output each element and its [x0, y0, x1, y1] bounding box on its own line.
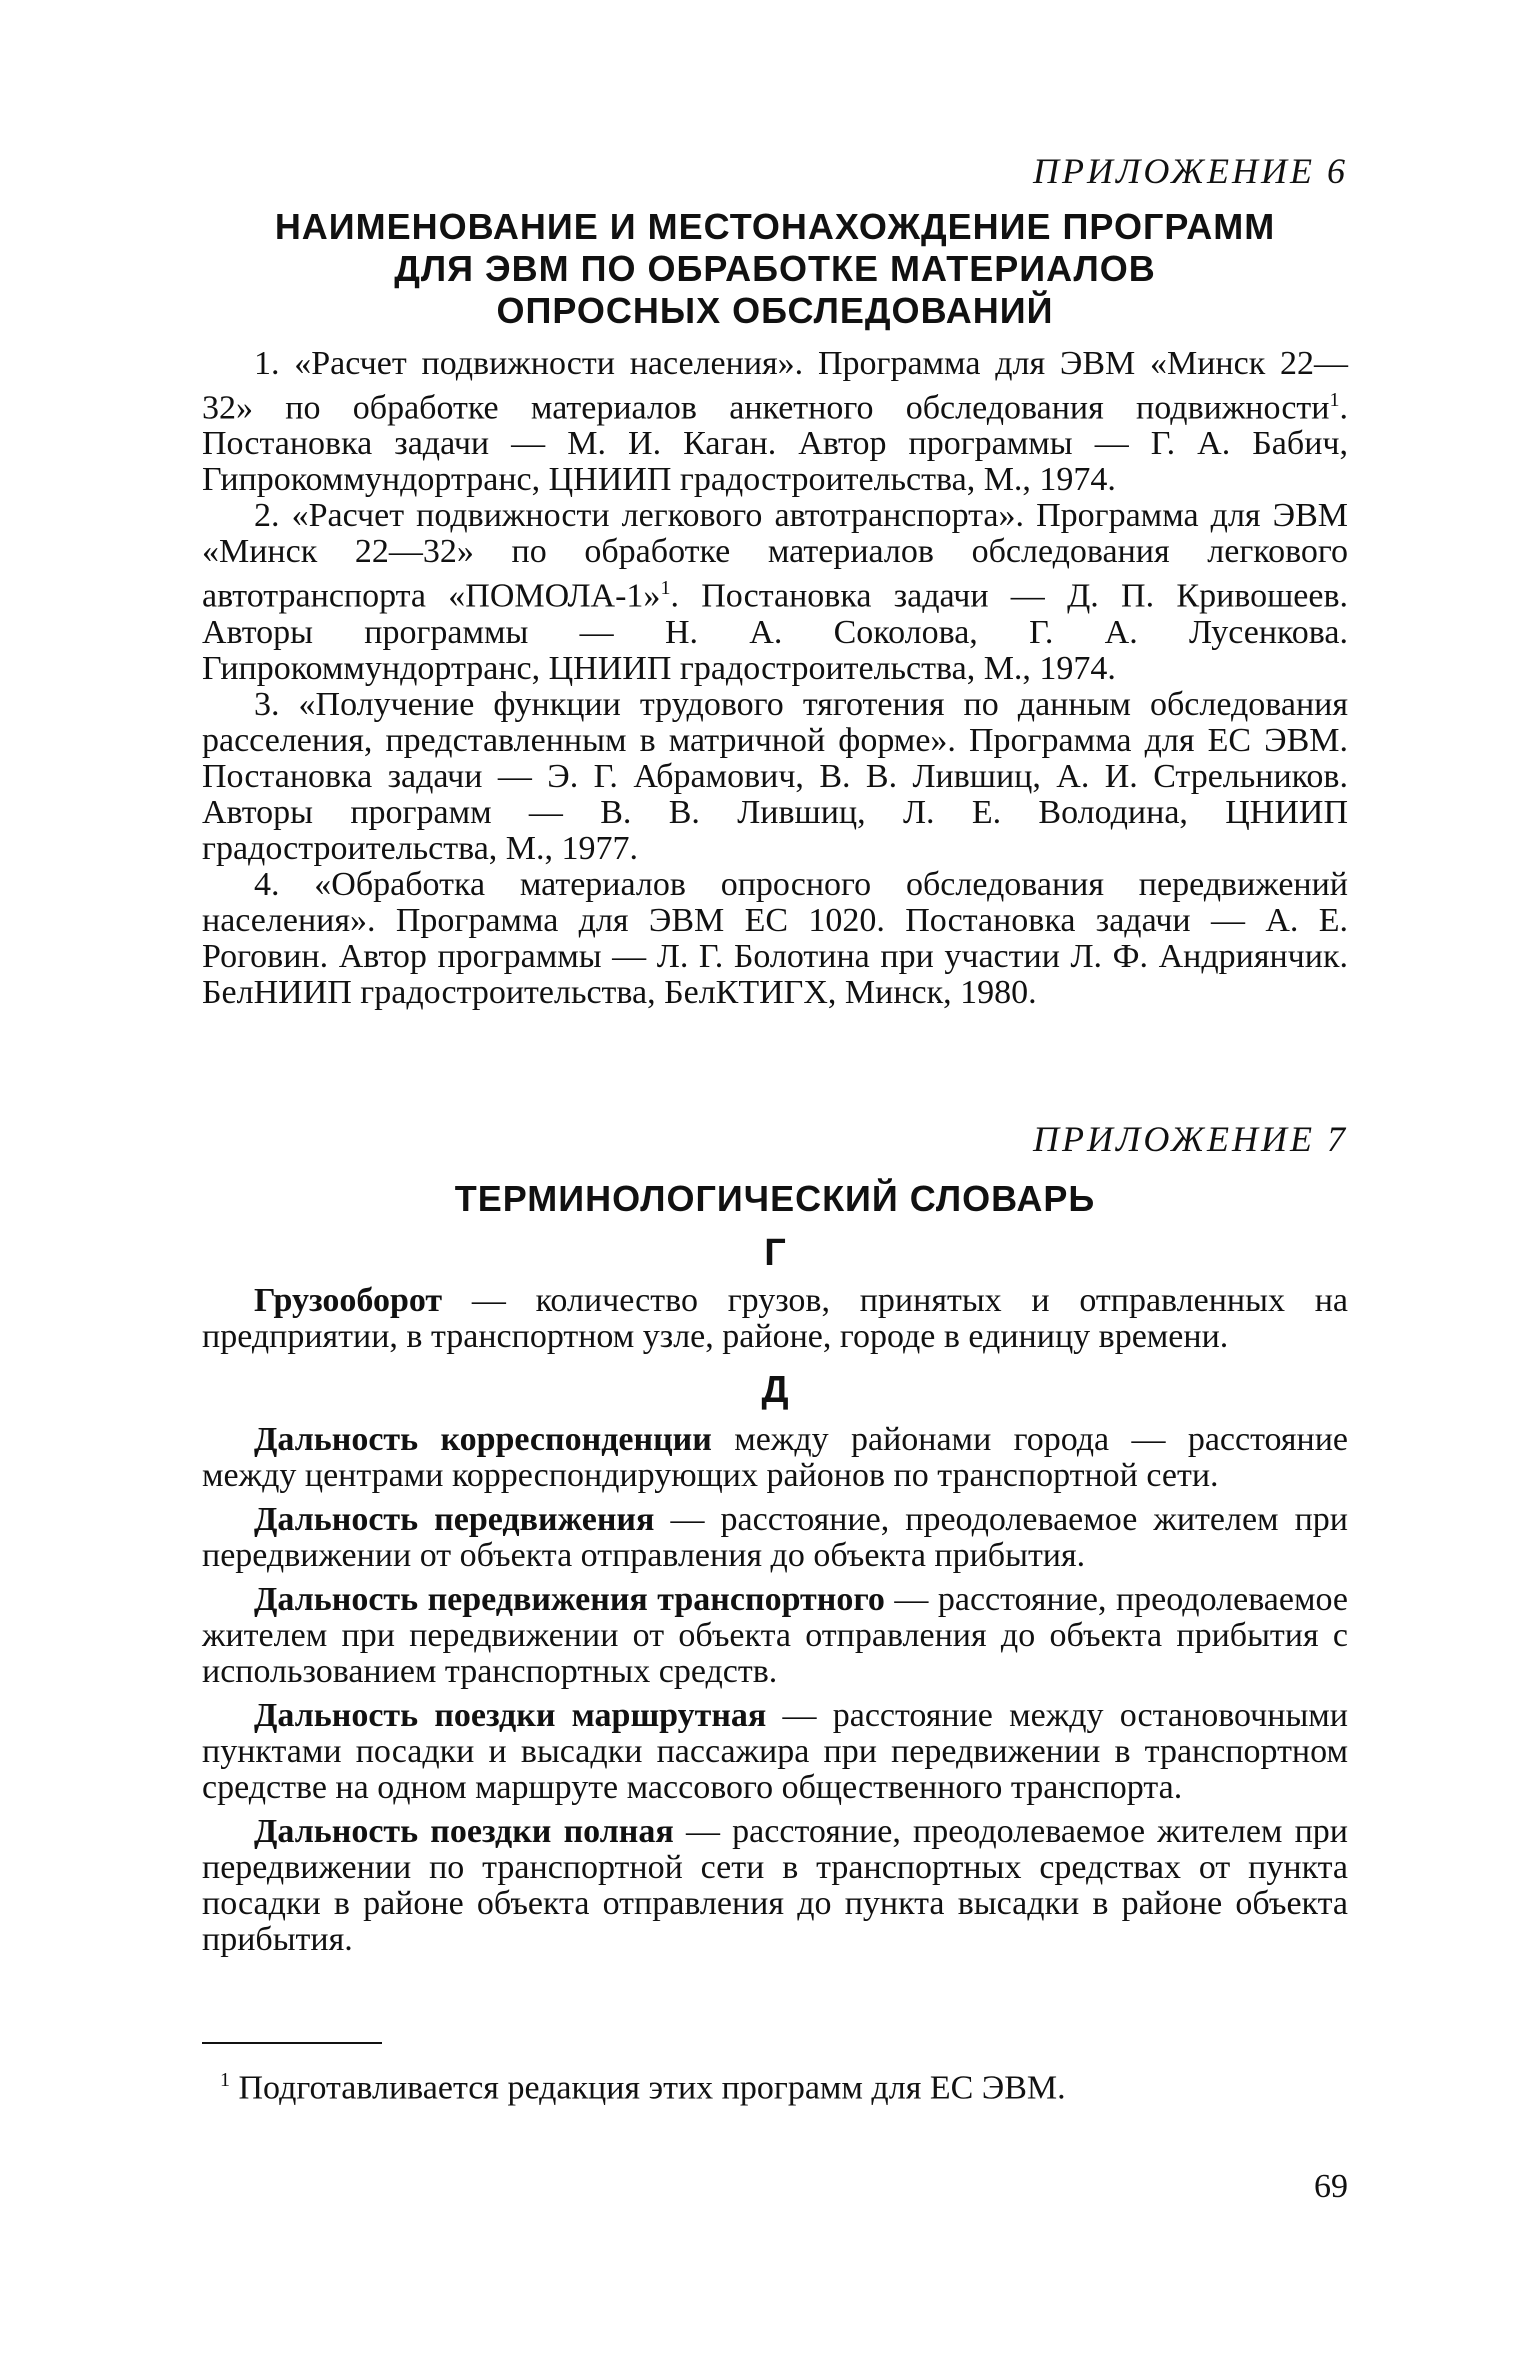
- footnote-mark: 1: [220, 2069, 230, 2091]
- appendix-7-label: ПРИЛОЖЕНИЕ 7: [1033, 1119, 1348, 1159]
- appendix-7-block: [202, 1118, 1348, 1958]
- program-item: [202, 346, 1348, 498]
- glossary-entry: [202, 1422, 1348, 1494]
- item-text: 4. «Обработка материалов опросного обследования передвижений населения». Программа для ЭВМ ЕС 1020. Постановка задачи — А. Е. Роговин. Автор программы — Л. Г. Болотина при участии Л. Ф. Андриянчик. БелНИИП градостроительства, БелКТИГХ, Минск, 1980.: [202, 865, 1348, 1011]
- glossary-definition: между районами города — расстояние между центрами корреспондирующих районов по транспортной сети.: [202, 1421, 1348, 1494]
- glossary-definition: — расстояние, преодолеваемое жителем при передвижении от объекта отправления до объекта прибытия с использованием транспортных средств.: [202, 1581, 1349, 1690]
- glossary-entry: [202, 1814, 1348, 1958]
- glossary-term: Дальность передвижения транспортного: [254, 1581, 885, 1618]
- glossary-list: [202, 1422, 1348, 1958]
- title-line: ДЛЯ ЭВМ ПО ОБРАБОТКЕ МАТЕРИАЛОВ: [394, 248, 1156, 289]
- item-text: 1. «Расчет подвижности населения». Программа для ЭВМ «Минск 22—32» по обработке материалов анкетного обследования подвижности: [202, 345, 1348, 427]
- item-text: 3. «Получение функции трудового тяготения по данным обследования расселения, представленным в матричной форме». Программа для ЕС ЭВМ. Постановка задачи — Э. Г. Абрамович, В. В. Лившиц, А. И. Стрельников. Авторы программ — В. В. Лившиц, Л. Е. Володина, ЦНИИП градостроительства, М., 1977.: [202, 685, 1348, 867]
- footnote-ref: 1: [1329, 389, 1340, 411]
- glossary-definition: — расстояние, преодолеваемое жителем при передвижении по транспортной сети в транспортных средствах от пункта посадки в районе объекта отправления до пункта высадки в районе объекта прибытия.: [202, 1813, 1349, 1958]
- glossary-definition: — количество грузов, принятых и отправленных на предприятии, в транспортном узле, районе, городе в единицу времени.: [202, 1282, 1348, 1355]
- page-number: 69: [1314, 2168, 1348, 2205]
- appendix-6-block: [202, 150, 1348, 1011]
- glossary-term: Грузооборот: [254, 1282, 443, 1319]
- appendix-7-title: ТЕРМИНОЛОГИЧЕСКИЙ СЛОВАРЬ: [454, 1178, 1096, 1219]
- item-text-cont: . Постановка задачи — Д. П. Кривошеев. Авторы программы — Н. А. Соколова, Г. А. Лусенкова. Гипрокоммундортранс, ЦНИИП градостроительства, М., 1974.: [202, 577, 1348, 687]
- glossary-term: Дальность корреспонденции: [254, 1421, 712, 1458]
- footnote-text: Подготавливается редакция этих программ для ЕС ЭВМ.: [230, 2069, 1066, 2107]
- footnote-divider: [202, 2042, 382, 2044]
- appendix-6-label: ПРИЛОЖЕНИЕ 6: [1033, 151, 1348, 191]
- footnote-ref: 1: [660, 577, 671, 600]
- glossary-entry: [202, 1582, 1348, 1690]
- glossary-term: Дальность поездки полная: [254, 1813, 674, 1850]
- glossary-entry: [202, 1502, 1348, 1574]
- glossary-entry: [202, 1698, 1348, 1806]
- title-line: НАИМЕНОВАНИЕ И МЕСТОНАХОЖДЕНИЕ ПРОГРАММ: [274, 206, 1276, 247]
- glossary-term: Дальность поездки маршрутная: [254, 1697, 767, 1734]
- program-item: [202, 687, 1348, 867]
- letter-d-heading: Д: [761, 1369, 789, 1411]
- item-text: 2. «Расчет подвижности легкового автотранспорта». Программа для ЭВМ «Минск 22—32» по обработке материалов обследования легкового автотранспорта «ПОМОЛА-1»: [202, 497, 1348, 615]
- glossary-definition: — расстояние между остановочными пунктами посадки и высадки пассажира при передвижении в транспортном средстве на одном маршруте массового общественного транспорта.: [202, 1697, 1349, 1806]
- letter-g-heading: Г: [764, 1232, 786, 1274]
- glossary-term: Дальность передвижения: [254, 1501, 655, 1538]
- glossary-definition: — расстояние, преодолеваемое жителем при передвижении от объекта отправления до объекта прибытия.: [202, 1501, 1348, 1574]
- appendix-6-title: [202, 206, 1348, 332]
- item-text-cont: . Постановка задачи — М. И. Каган. Автор программы — Г. А. Бабич, Гипрокоммундортранс, ЦНИИП градостроительства, М., 1974.: [202, 389, 1348, 499]
- program-item: [202, 498, 1348, 686]
- footnote: [220, 2062, 1340, 2106]
- program-item: [202, 867, 1348, 1011]
- glossary-entry: [202, 1283, 1348, 1355]
- program-list: [202, 346, 1348, 1011]
- title-line: ОПРОСНЫХ ОБСЛЕДОВАНИЙ: [496, 290, 1054, 331]
